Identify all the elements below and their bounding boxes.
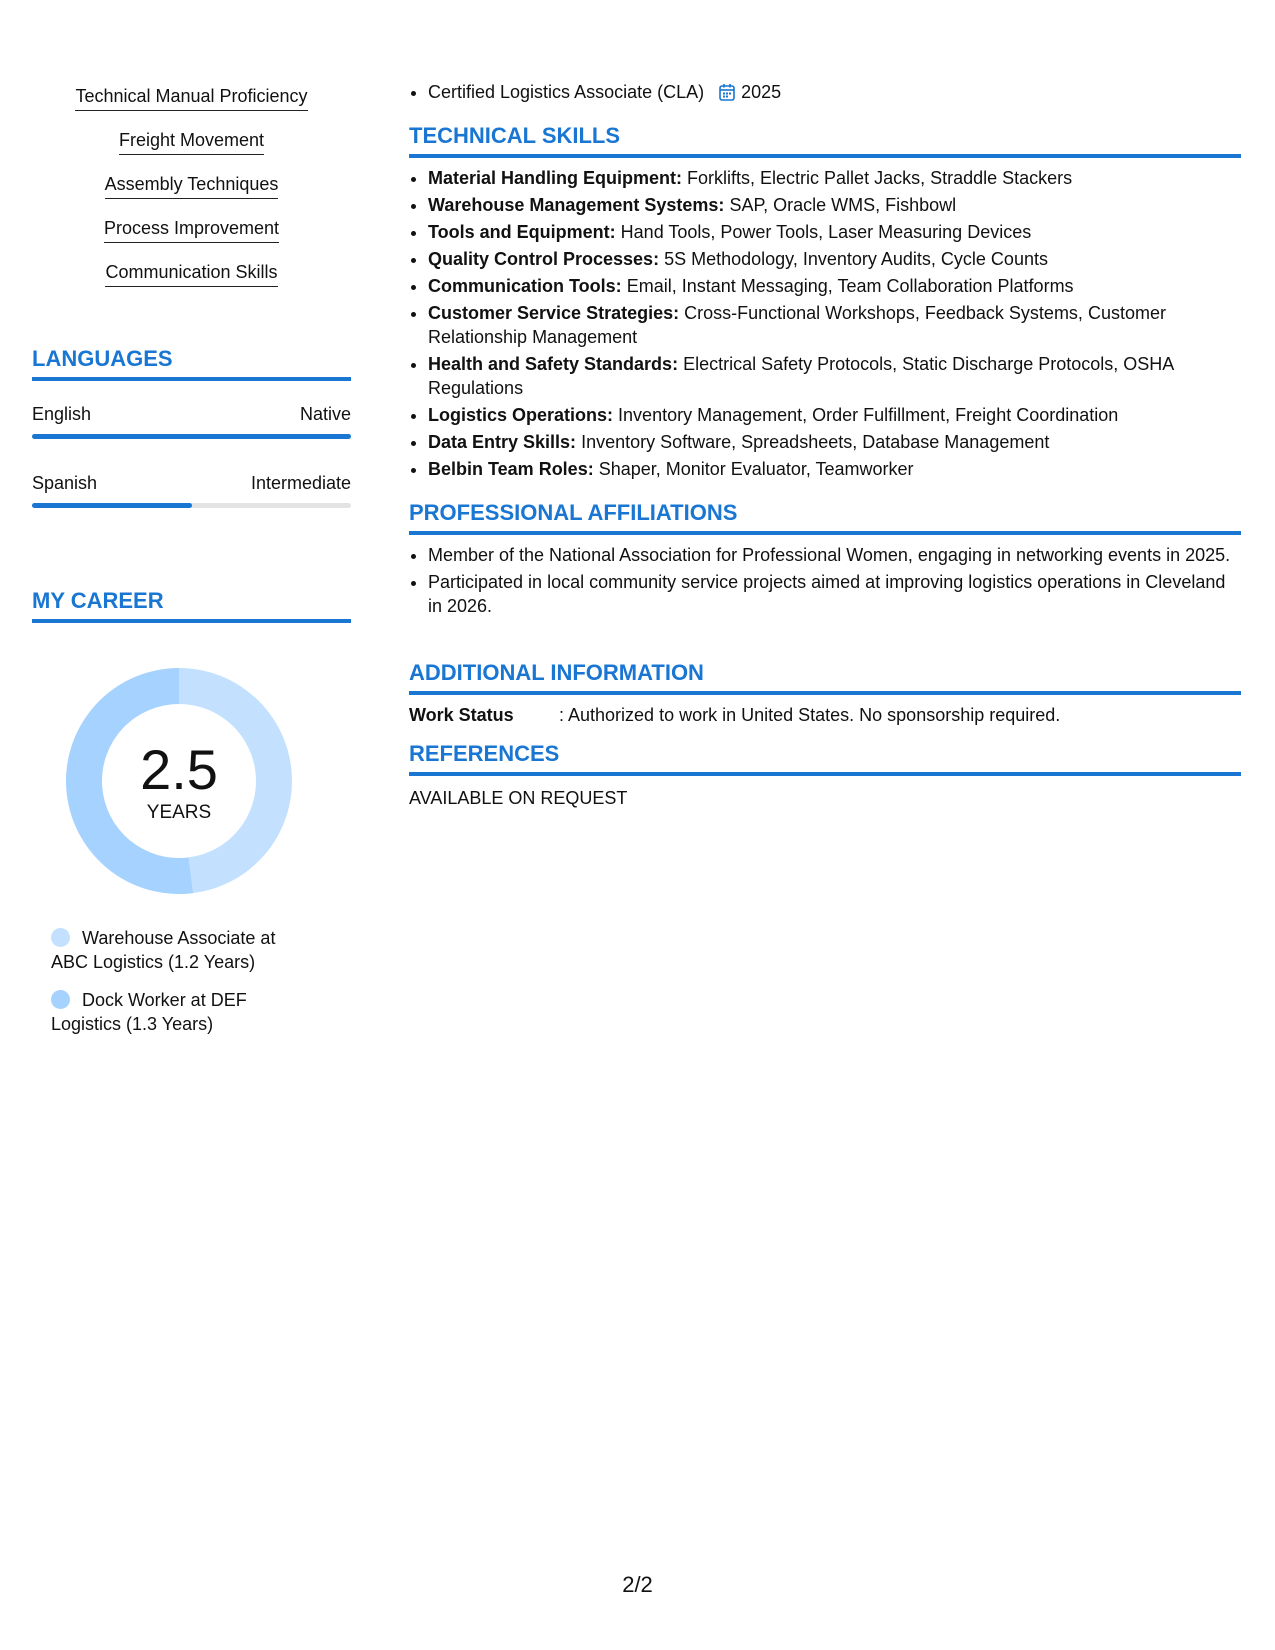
page-number: 2/2 [622, 1572, 653, 1597]
technical-skills-title: TECHNICAL SKILLS [409, 123, 621, 148]
strength-item: Technical Manual Proficiency [75, 84, 307, 111]
career-section [32, 587, 351, 623]
affiliation-item: • Member of the National Association for Professional Women, engaging in networking events in 2025. [428, 543, 1241, 567]
section-divider [409, 772, 1241, 776]
skill-label: Tools and Equipment: [428, 222, 616, 242]
skill-label: Data Entry Skills: [428, 432, 577, 452]
legend-swatch [51, 990, 70, 1009]
skill-label: Health and Safety Standards: [428, 354, 679, 374]
work-status-row [409, 703, 1241, 727]
skill-value: 5S Methodology, Inventory Audits, Cycle Counts [664, 249, 1048, 269]
skill-value: Hand Tools, Power Tools, Laser Measuring Devices [620, 222, 1032, 242]
skill-value: Cross-Functional Workshops, Feedback Systems, Customer Relationship Management [428, 303, 1166, 347]
skill-item [428, 166, 1241, 190]
skill-item [428, 274, 1241, 298]
skill-item [428, 247, 1241, 271]
career-unit: YEARS [146, 802, 212, 823]
legend-label: Warehouse Associate at ABC Logistics (1.2 Years) [51, 928, 276, 972]
technical-skills-list [409, 166, 1241, 481]
language-name: Spanish [32, 473, 98, 493]
language-level: Intermediate [250, 473, 351, 493]
legend-label: Dock Worker at DEF Logistics (1.3 Years) [51, 990, 247, 1034]
career-total: 2.5 [140, 738, 218, 801]
skill-label: Logistics Operations: [428, 405, 614, 425]
strength-item: Freight Movement [119, 128, 264, 155]
skill-item [428, 457, 1241, 481]
affiliations-section [409, 499, 1241, 621]
skill-value: Email, Instant Messaging, Team Collaboration Platforms [626, 276, 1074, 296]
languages-title: LANGUAGES [32, 346, 173, 371]
affiliation-item: • Participated in local community service projects aimed at improving logistics operations in Cleveland in 2026. [428, 570, 1241, 618]
career-title: MY CAREER [32, 588, 164, 613]
skill-label: Communication Tools: [428, 276, 622, 296]
affiliations-list [409, 543, 1241, 618]
skill-value: Shaper, Monitor Evaluator, Teamworker [598, 459, 914, 479]
skill-value: Forklifts, Electric Pallet Jacks, Straddle Stackers [687, 168, 1073, 188]
language-name: English [32, 404, 92, 424]
language-level: Native [299, 404, 351, 424]
skill-value: Inventory Management, Order Fulfillment, Freight Coordination [618, 405, 1119, 425]
section-divider [32, 377, 351, 381]
certification-name: Certified Logistics Associate (CLA) [428, 82, 705, 102]
career-donut-chart [66, 668, 292, 894]
section-divider [32, 619, 351, 623]
skill-label: Warehouse Management Systems: [428, 195, 725, 215]
calendar-icon [719, 83, 735, 101]
legend-item [51, 988, 311, 1036]
proficiency-fill [32, 503, 192, 508]
strengths-list [32, 84, 351, 304]
section-divider [409, 154, 1241, 158]
additional-info-section [409, 659, 1241, 727]
skill-label: Belbin Team Roles: [428, 459, 594, 479]
work-status-value: : Authorized to work in United States. No sponsorship required. [559, 705, 1061, 725]
certification-section [409, 80, 1241, 107]
skill-item [428, 193, 1241, 217]
certification-item [428, 80, 1241, 104]
section-divider [409, 531, 1241, 535]
additional-info-title: ADDITIONAL INFORMATION [409, 660, 704, 685]
proficiency-bar [32, 434, 351, 439]
legend-item [51, 926, 311, 974]
work-status-label: Work Status [409, 705, 514, 725]
skill-item [428, 352, 1241, 400]
skill-label: Material Handling Equipment: [428, 168, 683, 188]
affiliations-title: PROFESSIONAL AFFILIATIONS [409, 500, 738, 525]
certification-year: 2025 [741, 82, 782, 102]
proficiency-bar [32, 503, 351, 508]
references-text: AVAILABLE ON REQUEST [409, 788, 628, 808]
language-spanish [32, 471, 351, 508]
proficiency-fill [32, 434, 351, 439]
strength-item: Process Improvement [104, 216, 279, 243]
skill-item [428, 430, 1241, 454]
skill-label: Quality Control Processes: [428, 249, 660, 269]
strength-item: Assembly Techniques [105, 172, 279, 199]
skill-value: SAP, Oracle WMS, Fishbowl [729, 195, 957, 215]
languages-section [32, 345, 351, 381]
career-legend [51, 926, 311, 1050]
references-title: REFERENCES [409, 741, 560, 766]
section-divider [409, 691, 1241, 695]
skill-item [428, 403, 1241, 427]
skill-value: Electrical Safety Protocols, Static Discharge Protocols, OSHA Regulations [428, 354, 1174, 398]
language-english [32, 402, 351, 439]
strength-item: Communication Skills [105, 260, 277, 287]
skill-item [428, 220, 1241, 244]
skill-label: Customer Service Strategies: [428, 303, 680, 323]
references-section [409, 740, 1241, 810]
legend-swatch [51, 928, 70, 947]
skill-item [428, 301, 1241, 349]
technical-skills-section [409, 122, 1241, 484]
skill-value: Inventory Software, Spreadsheets, Database Management [581, 432, 1050, 452]
